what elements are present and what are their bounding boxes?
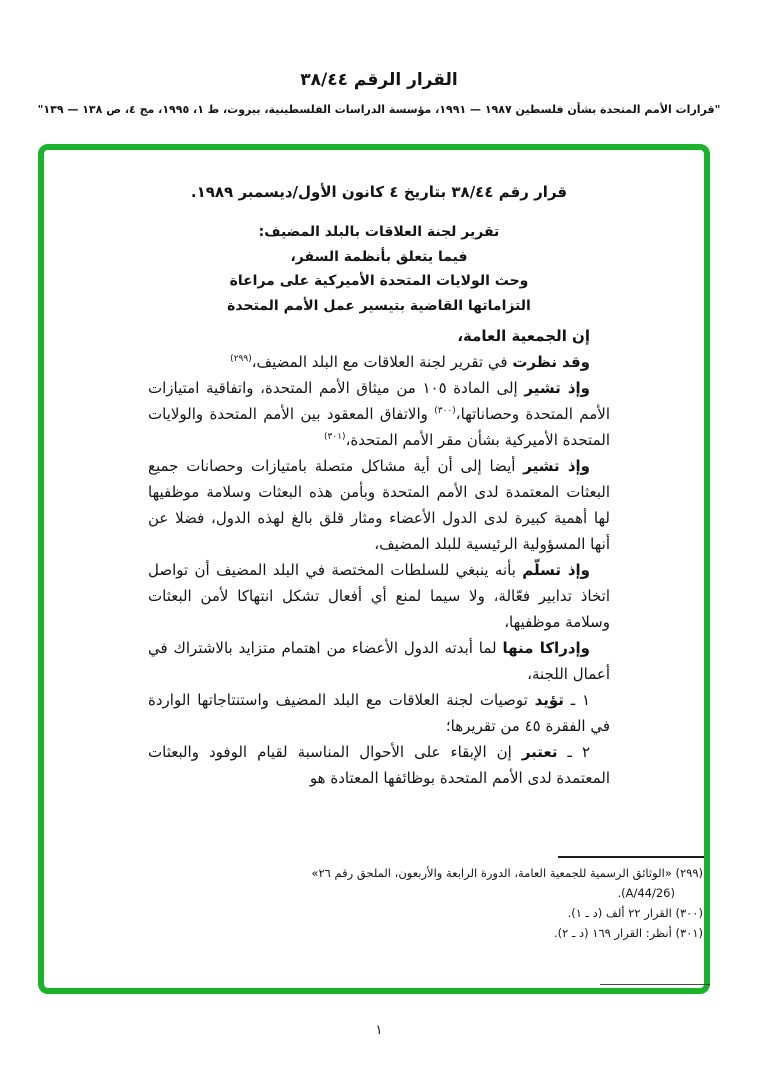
body-paragraph [148,375,610,453]
paragraph-text: إلى المادة ١٠٥ من ميثاق الأمم المتحدة، واتفاقية امتيازات الأمم المتحدة وحصاناتها، [148,379,610,423]
doc-subtitle-line: فيما يتعلق بأنظمة السفر، [290,248,468,265]
paragraph-lead: تؤيد [534,691,564,709]
footnote-text: القرار ٢٢ ألف (د ـ ١). [567,906,676,920]
footnote-marker: (٣٠٠) [675,906,703,920]
paragraph-lead: وإدراكا منها [502,639,590,657]
doc-subtitle-line: تقرير لجنة العلاقات بالبلد المضيف: [258,224,500,240]
paragraph-text: والاتفاق المعقود بين الأمم المتحدة والولايات المتحدة الأميركية بشأن مقر الأمم المتحدة، [148,405,610,449]
body-paragraph [148,557,610,635]
item-number: ٢ ـ [557,743,590,761]
footnote-text: أنظر: القرار ١٦٩ (د ـ ٢). [554,926,676,940]
footnote-item [289,863,703,903]
paragraph-text: توصيات لجنة العلاقات مع البلد المضيف واستنتاجاتها الواردة في الفقرة ٤٥ من تقريرها؛ [148,691,610,735]
footnote-item [289,923,703,943]
paragraph-lead: إن الجمعية العامة، [457,327,590,345]
paragraph-lead: تعتبر [521,743,558,761]
scan-artifact-line [600,984,710,985]
footnote-ref: (٣٠١) [324,432,346,442]
body-paragraph-item [148,687,610,739]
footnote-ref: (٣٠٠) [434,406,456,416]
paragraph-text: لما أبدته الدول الأعضاء من اهتمام متزايد بالاشتراك في أعمال اللجنة، [148,639,610,683]
doc-subtitle [0,220,758,318]
paragraph-lead: وإذ تشير [524,379,590,397]
footnote-marker: (٢٩٩) [675,866,703,880]
doc-body [148,323,610,791]
footnote-text: «الوثائق الرسمية للجمعية العامة، الدورة الرابعة والأربعون، الملحق رقم ٢٦» (A/44/26). [311,866,676,900]
source-citation: "قرارات الأمم المتحدة بشأن فلسطين ١٩٨٧ — ١٩٩١، مؤسسة الدراسات الفلسطينية، بيروت، ط ١، ١٩٩٥، مج ٤، ص ١٣٨ — ١٣٩" [37,103,721,116]
footnote-item [289,903,703,923]
footnotes [289,863,703,943]
footnote-ref: (٢٩٩) [230,354,252,364]
doc-title: قرار رقم ٣٨/٤٤ بتاريخ ٤ كانون الأول/ديسمبر ١٩٨٩. [190,183,568,201]
paragraph-text: إن الإبقاء على الأحوال المناسبة لقيام الوفود والبعثات المعتمدة لدى الأمم المتحدة بوظائفها المعتادة هو [148,743,610,787]
paragraph-text: أيضا إلى أن أية مشاكل متصلة بامتيازات وحصانات جميع البعثات المعتمدة لدى الأمم المتحدة وبأمن هذه البعثات وسلامة موظفيها لها أهمية كبيرة لدى الدول الأعضاء ومثار قلق بالغ لهذه الدول، فضلا عن أنها المسؤولية الرئيسية للبلد المضيف، [148,457,610,553]
body-paragraph [148,453,610,557]
footnote-marker: (٣٠١) [675,926,703,940]
resolution-number-heading: القرار الرقم ٣٨/٤٤ [300,70,458,90]
paragraph-lead: وإذ تسلّم [522,561,590,579]
body-paragraph [148,323,610,349]
body-paragraph [148,635,610,687]
paragraph-text: بأنه ينبغي للسلطات المختصة في البلد المضيف أن تواصل اتخاذ تدابير فعّالة، ولا سيما لمنع أي أفعال تشكل انتهاكا لأمن البعثات وسلامة موظفيها، [148,561,610,631]
paragraph-lead: وقد نظرت [512,353,590,371]
doc-subtitle-line: التزاماتها القاضية بتيسير عمل الأمم المتحدة [227,297,531,314]
body-paragraph [148,349,610,375]
paragraph-lead: وإذ تشير [523,457,590,475]
paragraph-text: في تقرير لجنة العلاقات مع البلد المضيف، [251,353,513,371]
footnote-separator [558,856,704,858]
item-number: ١ ـ [563,691,590,709]
body-paragraph-item [148,739,610,791]
page-number: ١ [375,1023,383,1038]
doc-subtitle-line: وحث الولايات المتحدة الأميركية على مراعاة [229,273,529,289]
